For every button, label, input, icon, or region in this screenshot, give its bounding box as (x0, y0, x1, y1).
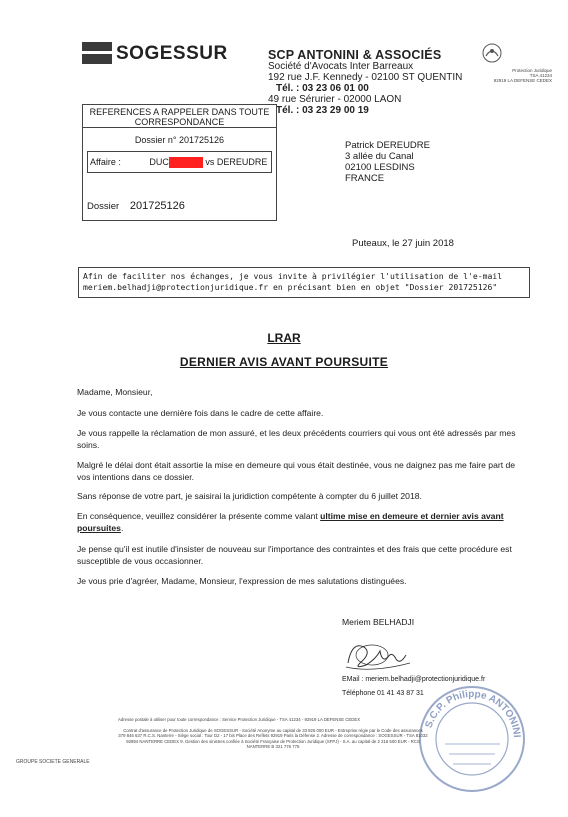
reference-box (82, 104, 277, 221)
sogessur-logo-mark (82, 42, 112, 64)
pj-line-1: Protection Juridique (512, 68, 552, 73)
firm-subtitle: Société d'Avocats Inter Barreaux (268, 61, 414, 72)
paragraph-6: Je pense qu'il est inutile d'insister de nouveau sur l'importance des contraintes et des frais que cette procédure est susceptible de vous occasionner. (77, 544, 512, 566)
footer-group: GROUPE SOCIETE GENERALE (16, 759, 90, 765)
recipient-name: Patrick DEREUDRE (345, 140, 430, 151)
dossier-label: Dossier (87, 201, 120, 212)
handwritten-signature (342, 633, 414, 675)
paragraph-1: Je vous contacte une dernière fois dans le cadre de cette affaire. (77, 408, 324, 418)
reference-dossier (87, 200, 185, 212)
reference-heading: REFERENCES A RAPPELER DANS TOUTE CORRESPONDANCE (83, 105, 276, 128)
footer-legal-line-2: 379 846 637 R.C.S. Nanterre - Siège social : Tour D2 - 17 bis Place des Reflets 92919 Paris la Défense 2. Adresse de correspondance : SOGESSUR - TSA 81032 (118, 733, 428, 739)
greeting: Madame, Monsieur, (77, 387, 153, 397)
sogessur-logo-text: SOGESSUR (116, 43, 228, 64)
signatory-email: EMail : meriem.belhadji@protectionjuridique.fr (342, 676, 486, 683)
paragraph-3: Malgré le délai dont était assortie la mise en demeure qui vous était destinée, vous ne daignez pas me faire part de vos intentions dans ce dossier. (77, 460, 516, 482)
affaire-party-2: vs DEREUDRE (205, 157, 268, 167)
paragraph-7: Je vous prie d'agréer, Madame, Monsieur, l'expression de mes salutations distinguées. (77, 576, 407, 586)
protection-juridique-logo-icon (480, 42, 504, 64)
firm-tel-1: Tél. : 03 23 06 01 00 (276, 83, 369, 94)
dossier-number: 201725126 (129, 200, 185, 212)
recipient-city: 02100 LESDINS (345, 162, 415, 173)
signatory-name: Meriem BELHADJI (342, 617, 415, 627)
firm-name: SCP ANTONINI & ASSOCIÉS (268, 48, 442, 62)
title-final-notice: DERNIER AVIS AVANT POURSUITE (179, 355, 389, 369)
affaire-party-1: DUC (149, 157, 169, 167)
notice-line-1: Afin de faciliter nos échanges, je vous invite à privilégier l'utilisation de l'e-mail (83, 271, 503, 281)
pj-line-2: TSA 41234 (529, 73, 552, 78)
redaction-block (169, 157, 203, 168)
recipient-street: 3 allée du Canal (345, 151, 414, 162)
footer-legal-line-3: 92894 NANTERRE CEDEX 9. Gestion des sinistres confiée à Société Française de Protection Juridique (SFPJ) - S.A. au capital de 2 216 500 EUR - RCS (126, 738, 420, 744)
law-firm-header (268, 50, 468, 116)
reference-dossier-title: Dossier n° 201725126 (134, 135, 225, 145)
signatory-phone: Téléphone 01 41 43 87 31 (342, 690, 424, 697)
letter-date: Puteaux, le 27 juin 2018 (352, 238, 454, 249)
paragraph-2: Je vous rappelle la réclamation de mon assuré, et les deux précédents courriers qui vous ont été adressés par mes soins. (77, 428, 516, 450)
email-notice-box (78, 267, 530, 298)
reference-affaire (87, 151, 272, 173)
paragraph-5-emphasis: ultime mise en demeure et dernier avis avant poursuites (77, 511, 504, 533)
recipient-country: FRANCE (345, 173, 385, 184)
title-lrar: LRAR (267, 331, 301, 345)
stamp-text: S.C.P. Philippe ANTONINI (423, 688, 522, 739)
footer-postal-address: Adresse postale à utiliser pour toute correspondance : Service Protection Juridique - TSA 41234 - 92919 LA DEFENSE CEDEX (118, 717, 361, 722)
recipient-address (345, 140, 430, 184)
paragraph-5-end: . (120, 522, 124, 533)
footer-legal-line-4: NANTERRE B 321 776 775 (246, 744, 300, 750)
protection-juridique-address (452, 68, 552, 83)
footer-legal-notice (73, 728, 473, 750)
notice-line-2: meriem.belhadji@protectionjuridique.fr en précisant bien en objet "Dossier 201725126" (83, 282, 498, 292)
paragraph-5 (77, 511, 522, 534)
firm-address-2: 49 rue Sérurier - 02000 LAON (268, 94, 402, 105)
paragraph-5-start: En conséquence, veuillez considérer la présente comme valant (77, 511, 321, 521)
paragraph-4: Sans réponse de votre part, je saisirai la juridiction compétente à compter du 6 juillet 2018. (77, 491, 422, 501)
pj-line-3: 92919 LA DEFENSE CEDEX (493, 78, 552, 83)
firm-tel-2: Tél. : 03 23 29 00 19 (276, 105, 369, 116)
footer-legal-line-1: Contrat d'assurance de Protection Juridique de SOGESSUR - Société Anonyme au capital de 33 825 000 EUR - Entreprise régie par le Code des assurances (123, 728, 423, 733)
affaire-label: Affaire : (90, 157, 121, 167)
firm-address-1: 192 rue J.F. Kennedy - 02100 ST QUENTIN (268, 72, 463, 83)
